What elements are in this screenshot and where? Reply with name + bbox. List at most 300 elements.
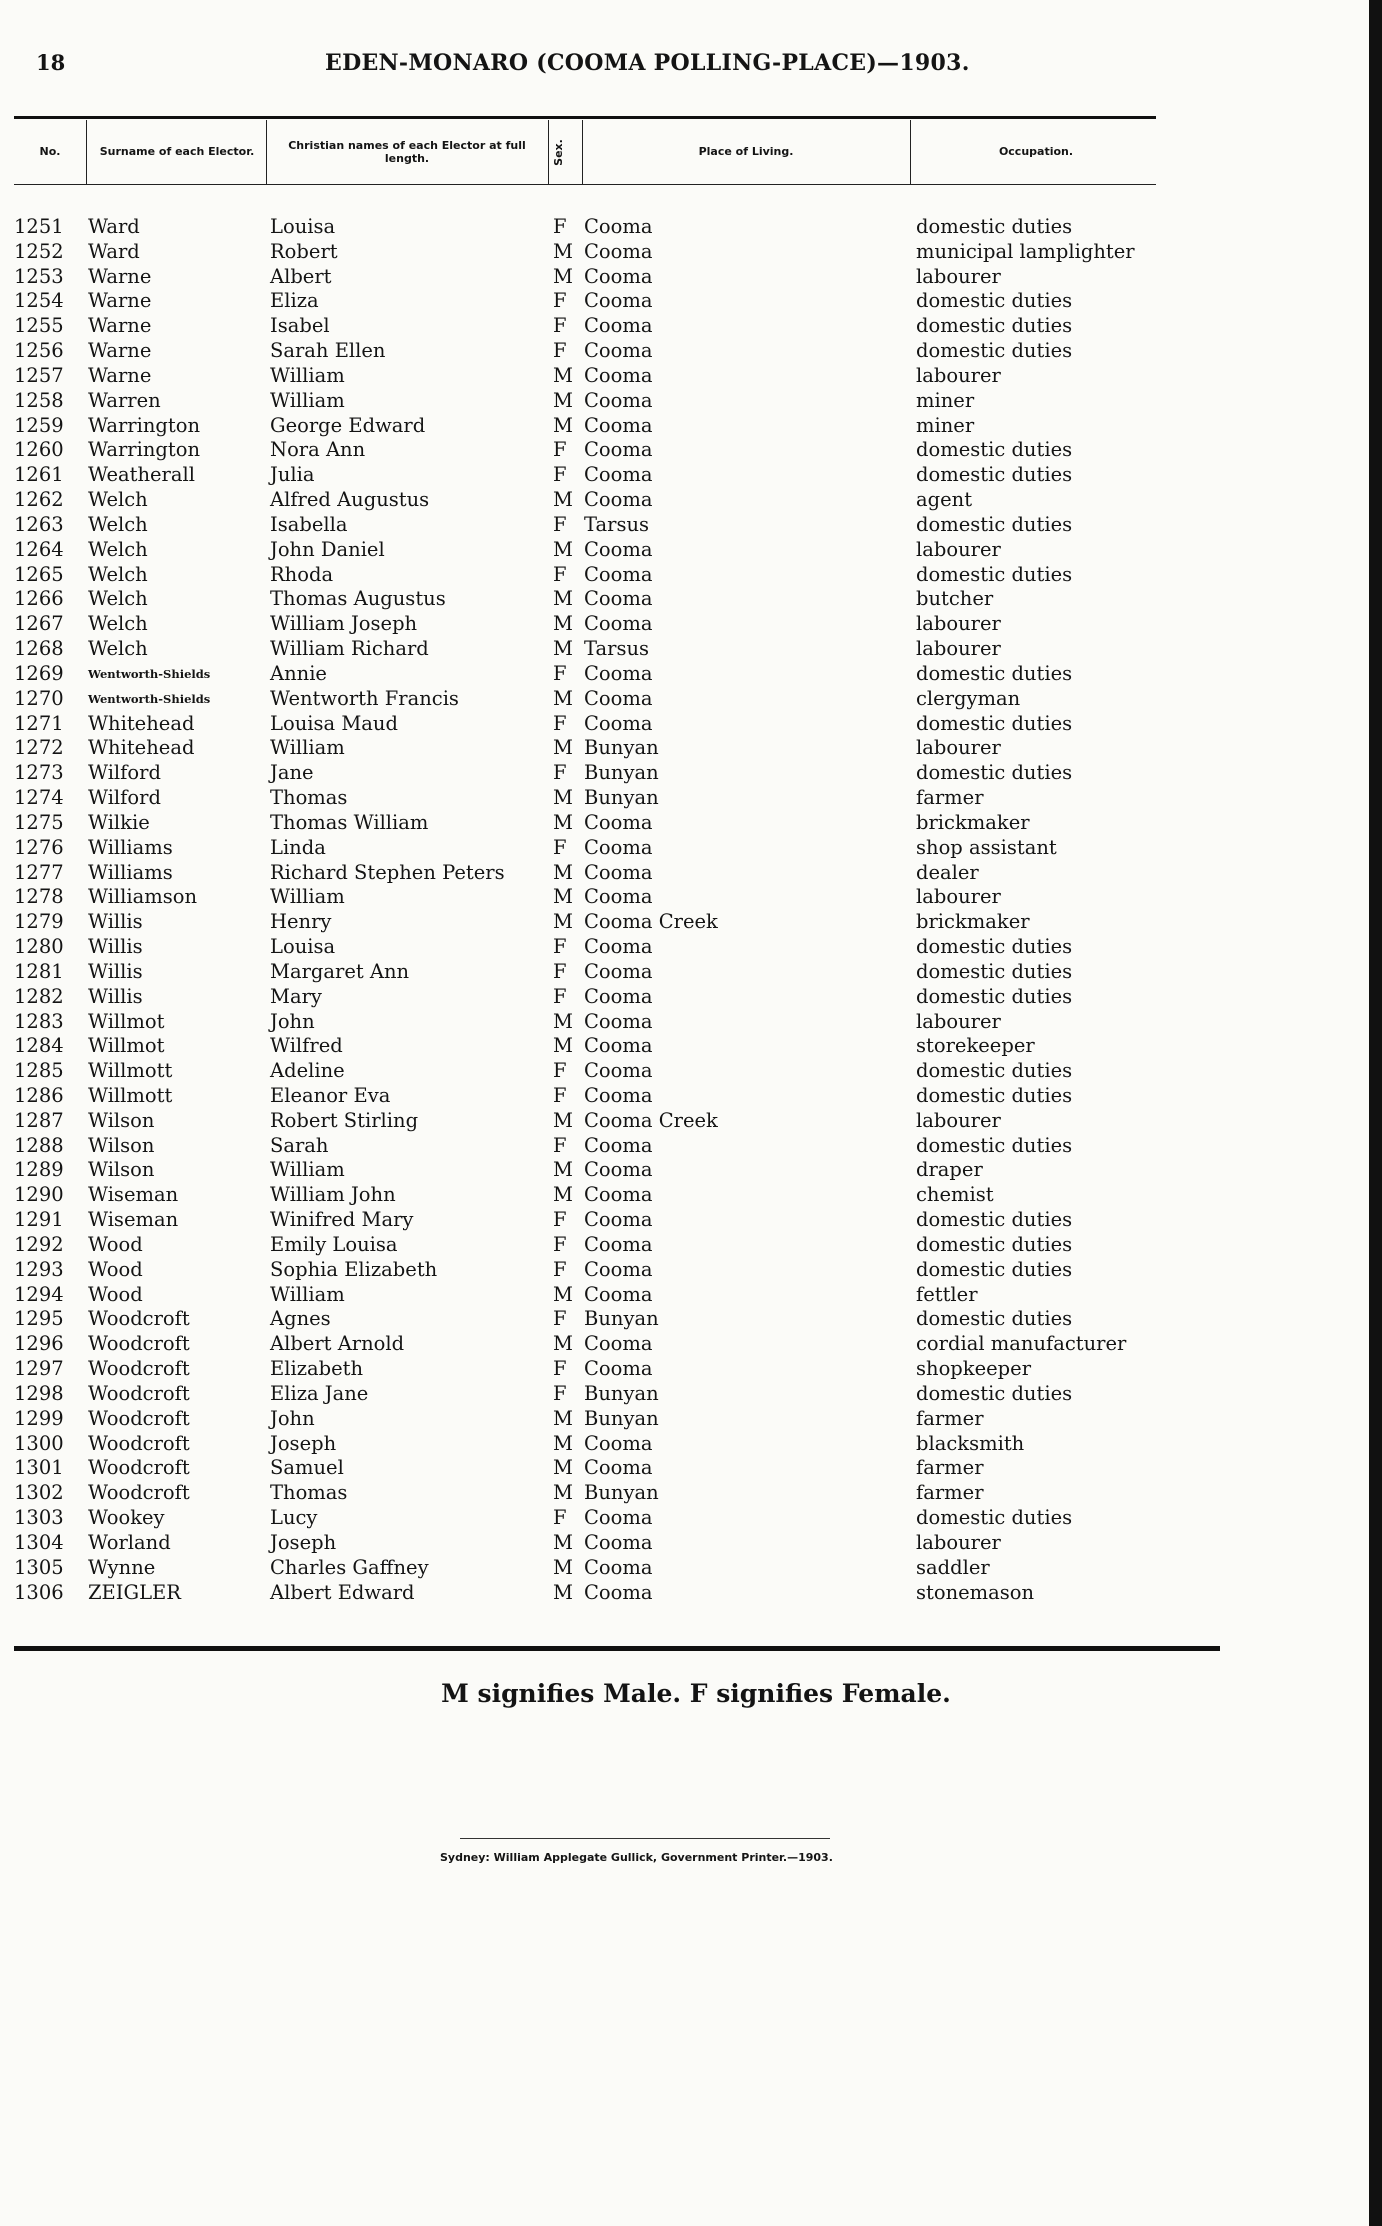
elector-place: Cooma	[584, 711, 653, 735]
table-row	[0, 786, 1382, 811]
table-row	[0, 1208, 1382, 1233]
elector-christian-names: Eliza Jane	[270, 1381, 369, 1405]
table-row	[0, 1109, 1382, 1134]
table-row	[0, 1059, 1382, 1084]
elector-place: Cooma	[584, 363, 653, 387]
elector-christian-names: Isabella	[270, 512, 348, 536]
elector-surname: Wilson	[88, 1133, 155, 1157]
elector-number: 1291	[14, 1208, 64, 1232]
elector-christian-names: William John	[270, 1183, 396, 1207]
elector-sex: F	[553, 1133, 567, 1157]
elector-place: Cooma	[584, 1208, 653, 1232]
elector-number: 1266	[14, 587, 64, 611]
elector-occupation: domestic duties	[916, 761, 1073, 785]
elector-christian-names: Louisa Maud	[270, 711, 398, 735]
elector-christian-names: Margaret Ann	[270, 959, 410, 983]
elector-surname: Willis	[88, 935, 143, 959]
elector-number: 1253	[14, 264, 64, 288]
elector-surname: Willis	[88, 984, 143, 1008]
elector-sex: M	[553, 537, 573, 561]
elector-surname: Wentworth-Shields	[88, 666, 211, 681]
elector-surname: Williams	[88, 835, 173, 859]
table-row	[0, 563, 1382, 588]
table-row	[0, 1332, 1382, 1357]
elector-occupation: farmer	[916, 1481, 984, 1505]
elector-christian-names: William	[270, 885, 345, 909]
elector-christian-names: Alfred Augustus	[270, 488, 430, 512]
table-row	[0, 1183, 1382, 1208]
elector-occupation: miner	[916, 388, 975, 412]
elector-sex: F	[553, 761, 567, 785]
elector-place: Cooma	[584, 1257, 653, 1281]
elector-sex: M	[553, 1034, 573, 1058]
elector-christian-names: Isabel	[270, 314, 330, 338]
elector-number: 1298	[14, 1381, 64, 1405]
elector-place: Cooma	[584, 1357, 653, 1381]
elector-sex: M	[553, 786, 573, 810]
elector-occupation: shop assistant	[916, 835, 1057, 859]
elector-sex: M	[553, 1431, 573, 1455]
elector-occupation: domestic duties	[916, 1257, 1073, 1281]
table-row	[0, 910, 1382, 935]
elector-place: Cooma	[584, 686, 653, 710]
elector-surname: Warne	[88, 339, 152, 363]
elector-surname: Worland	[88, 1530, 171, 1554]
page-title: EDEN-MONARO (COOMA POLLING-PLACE)—1903.	[325, 50, 970, 76]
elector-place: Cooma	[584, 1133, 653, 1157]
elector-place: Cooma	[584, 438, 653, 462]
elector-christian-names: Thomas	[270, 1481, 348, 1505]
elector-sex: F	[553, 463, 567, 487]
elector-number: 1306	[14, 1580, 64, 1604]
elector-christian-names: Louisa	[270, 215, 336, 238]
elector-surname: Willmot	[88, 1009, 165, 1033]
elector-surname: Welch	[88, 637, 148, 661]
elector-surname: Woodcroft	[88, 1307, 190, 1331]
elector-sex: M	[553, 1183, 573, 1207]
elector-place: Tarsus	[584, 637, 650, 661]
elector-occupation: farmer	[916, 786, 984, 810]
elector-surname: Whitehead	[88, 711, 195, 735]
table-row	[0, 811, 1382, 836]
elector-place: Cooma	[584, 935, 653, 959]
elector-number: 1268	[14, 637, 64, 661]
table-row	[0, 215, 1382, 240]
elector-occupation: labourer	[916, 736, 1001, 760]
elector-place: Cooma	[584, 959, 653, 983]
elector-place: Cooma	[584, 1506, 653, 1530]
elector-number: 1251	[14, 215, 64, 238]
elector-place: Cooma Creek	[584, 1108, 718, 1132]
elector-surname: Weatherall	[88, 463, 195, 487]
elector-number: 1295	[14, 1307, 64, 1331]
elector-occupation: domestic duties	[916, 1232, 1073, 1256]
elector-occupation: farmer	[916, 1406, 984, 1430]
elector-occupation: domestic duties	[916, 935, 1073, 959]
table-row	[0, 438, 1382, 463]
elector-occupation: domestic duties	[916, 289, 1073, 313]
elector-occupation: domestic duties	[916, 1208, 1073, 1232]
elector-place: Cooma	[584, 562, 653, 586]
elector-sex: M	[553, 1530, 573, 1554]
header-place: Place of Living.	[698, 145, 794, 159]
table-row	[0, 935, 1382, 960]
elector-surname: Woodcroft	[88, 1431, 190, 1455]
elector-surname: Woodcroft	[88, 1357, 190, 1381]
elector-surname: Wiseman	[88, 1183, 179, 1207]
elector-place: Cooma Creek	[584, 910, 718, 934]
elector-christian-names: Lucy	[270, 1506, 318, 1530]
table-row	[0, 463, 1382, 488]
elector-number: 1286	[14, 1083, 64, 1107]
table-row	[0, 1233, 1382, 1258]
elector-number: 1257	[14, 363, 64, 387]
elector-sex: F	[553, 562, 567, 586]
elector-number: 1304	[14, 1530, 64, 1554]
elector-occupation: domestic duties	[916, 1133, 1073, 1157]
elector-surname: Welch	[88, 488, 148, 512]
elector-place: Cooma	[584, 1431, 653, 1455]
elector-christian-names: Winifred Mary	[270, 1208, 414, 1232]
elector-place: Cooma	[584, 314, 653, 338]
elector-christian-names: William Richard	[270, 637, 429, 661]
table-row	[0, 364, 1382, 389]
elector-place: Cooma	[584, 463, 653, 487]
elector-surname: Wood	[88, 1282, 143, 1306]
elector-place: Cooma	[584, 239, 653, 263]
elector-christian-names: Emily Louisa	[270, 1232, 398, 1256]
elector-christian-names: Eleanor Eva	[270, 1083, 391, 1107]
elector-sex: M	[553, 910, 573, 934]
elector-christian-names: William	[270, 1282, 345, 1306]
elector-sex: M	[553, 363, 573, 387]
elector-surname: Willmott	[88, 1083, 173, 1107]
elector-sex: M	[553, 1481, 573, 1505]
elector-christian-names: John	[270, 1406, 315, 1430]
elector-surname: Wilson	[88, 1108, 155, 1132]
elector-occupation: domestic duties	[916, 661, 1073, 685]
elector-occupation: domestic duties	[916, 1059, 1073, 1083]
elector-surname: Warne	[88, 289, 152, 313]
elector-sex: M	[553, 1580, 573, 1604]
elector-number: 1273	[14, 761, 64, 785]
elector-surname: Wilson	[88, 1158, 155, 1182]
elector-occupation: domestic duties	[916, 512, 1073, 536]
table-row	[0, 1506, 1382, 1531]
elector-christian-names: Louisa	[270, 935, 336, 959]
table-row	[0, 488, 1382, 513]
elector-place: Cooma	[584, 1580, 653, 1604]
elector-occupation: chemist	[916, 1183, 994, 1207]
elector-occupation: labourer	[916, 363, 1001, 387]
elector-sex: F	[553, 438, 567, 462]
elector-sex: M	[553, 388, 573, 412]
elector-christian-names: Samuel	[270, 1456, 344, 1480]
elector-occupation: domestic duties	[916, 711, 1073, 735]
elector-number: 1260	[14, 438, 64, 462]
elector-place: Cooma	[584, 1332, 653, 1356]
elector-place: Cooma	[584, 537, 653, 561]
elector-number: 1254	[14, 289, 64, 313]
elector-sex: F	[553, 1506, 567, 1530]
table-row	[0, 687, 1382, 712]
elector-place: Bunyan	[584, 786, 659, 810]
header-surname: Surname of each Elector.	[99, 145, 255, 159]
elector-occupation: domestic duties	[916, 339, 1073, 363]
elector-surname: Willmott	[88, 1059, 173, 1083]
elector-christian-names: Rhoda	[270, 562, 334, 586]
elector-surname: Warne	[88, 314, 152, 338]
elector-occupation: blacksmith	[916, 1431, 1025, 1455]
header-sex	[550, 122, 566, 182]
table-row	[0, 339, 1382, 364]
elector-occupation: domestic duties	[916, 314, 1073, 338]
elector-number: 1262	[14, 488, 64, 512]
elector-occupation: labourer	[916, 1009, 1001, 1033]
elector-christian-names: Sarah Ellen	[270, 339, 386, 363]
table-row	[0, 836, 1382, 861]
elector-occupation: storekeeper	[916, 1034, 1035, 1058]
table-bottom-rule	[14, 1646, 1220, 1651]
elector-christian-names: Nora Ann	[270, 438, 366, 462]
table-row	[0, 761, 1382, 786]
elector-sex: F	[553, 1059, 567, 1083]
elector-christian-names: Thomas	[270, 786, 348, 810]
elector-number: 1265	[14, 562, 64, 586]
elector-surname: Wood	[88, 1257, 143, 1281]
elector-christian-names: Albert Edward	[270, 1580, 415, 1604]
elector-number: 1292	[14, 1232, 64, 1256]
elector-place: Cooma	[584, 264, 653, 288]
table-row	[0, 1407, 1382, 1432]
elector-occupation: domestic duties	[916, 1307, 1073, 1331]
elector-number: 1305	[14, 1555, 64, 1579]
elector-surname: Warrington	[88, 438, 201, 462]
elector-place: Cooma	[584, 587, 653, 611]
elector-christian-names: Jane	[270, 761, 314, 785]
elector-occupation: brickmaker	[916, 810, 1030, 834]
elector-surname: Welch	[88, 537, 148, 561]
elector-sex: M	[553, 1332, 573, 1356]
elector-sex: F	[553, 1083, 567, 1107]
elector-number: 1287	[14, 1108, 64, 1132]
elector-christian-names: William	[270, 363, 345, 387]
elector-place: Cooma	[584, 413, 653, 437]
elector-occupation: domestic duties	[916, 562, 1073, 586]
table-row	[0, 861, 1382, 886]
table-row	[0, 1010, 1382, 1035]
elector-sex: M	[553, 885, 573, 909]
elector-place: Bunyan	[584, 1406, 659, 1430]
elector-surname: Willis	[88, 910, 143, 934]
elector-christian-names: Henry	[270, 910, 332, 934]
elector-surname: Wilford	[88, 786, 161, 810]
header-divider	[266, 120, 267, 184]
elector-sex: M	[553, 686, 573, 710]
elector-number: 1303	[14, 1506, 64, 1530]
elector-christian-names: Wentworth Francis	[270, 686, 459, 710]
elector-christian-names: Robert	[270, 239, 338, 263]
elector-number: 1283	[14, 1009, 64, 1033]
elector-place: Cooma	[584, 661, 653, 685]
elector-sex: M	[553, 413, 573, 437]
elector-place: Bunyan	[584, 761, 659, 785]
table-row	[0, 985, 1382, 1010]
elector-christian-names: Thomas Augustus	[270, 587, 446, 611]
elector-place: Cooma	[584, 810, 653, 834]
elector-number: 1275	[14, 810, 64, 834]
elector-occupation: butcher	[916, 587, 994, 611]
elector-occupation: clergyman	[916, 686, 1021, 710]
elector-number: 1300	[14, 1431, 64, 1455]
elector-place: Cooma	[584, 215, 653, 238]
table-row	[0, 1283, 1382, 1308]
elector-number: 1284	[14, 1034, 64, 1058]
elector-surname: Whitehead	[88, 736, 195, 760]
elector-occupation: labourer	[916, 1108, 1001, 1132]
table-row	[0, 1382, 1382, 1407]
elector-number: 1264	[14, 537, 64, 561]
elector-surname: Willis	[88, 959, 143, 983]
elector-number: 1278	[14, 885, 64, 909]
elector-surname: Woodcroft	[88, 1456, 190, 1480]
elector-occupation: domestic duties	[916, 215, 1073, 238]
elector-place: Cooma	[584, 984, 653, 1008]
elector-place: Cooma	[584, 1555, 653, 1579]
elector-place: Cooma	[584, 1083, 653, 1107]
elector-sex: M	[553, 1282, 573, 1306]
elector-sex: M	[553, 1108, 573, 1132]
header-sex-label: Sex.	[551, 138, 565, 166]
elector-surname: Woodcroft	[88, 1381, 190, 1405]
elector-sex: M	[553, 637, 573, 661]
page-number: 18	[36, 50, 66, 75]
elector-number: 1272	[14, 736, 64, 760]
header-christian-names: Christian names of each Elector at full length.	[288, 138, 526, 165]
elector-number: 1289	[14, 1158, 64, 1182]
elector-christian-names: Julia	[270, 463, 315, 487]
table-row	[0, 1258, 1382, 1283]
elector-occupation: cordial manufacturer	[916, 1332, 1127, 1356]
table-row	[0, 1134, 1382, 1159]
elector-number: 1302	[14, 1481, 64, 1505]
table-row	[0, 587, 1382, 612]
elector-sex: F	[553, 984, 567, 1008]
elector-occupation: domestic duties	[916, 463, 1073, 487]
elector-sex: F	[553, 314, 567, 338]
elector-christian-names: Agnes	[270, 1307, 331, 1331]
elector-place: Cooma	[584, 1232, 653, 1256]
header-divider	[548, 120, 549, 184]
elector-sex: F	[553, 289, 567, 313]
elector-surname: Woodcroft	[88, 1481, 190, 1505]
table-row	[0, 1481, 1382, 1506]
table-row	[0, 414, 1382, 439]
elector-number: 1281	[14, 959, 64, 983]
elector-occupation: shopkeeper	[916, 1357, 1032, 1381]
elector-christian-names: Joseph	[270, 1530, 337, 1554]
elector-occupation: brickmaker	[916, 910, 1030, 934]
elector-number: 1271	[14, 711, 64, 735]
elector-number: 1297	[14, 1357, 64, 1381]
elector-number: 1259	[14, 413, 64, 437]
elector-sex: M	[553, 264, 573, 288]
elector-occupation: fettler	[916, 1282, 978, 1306]
header-bottom-rule	[14, 184, 1156, 185]
elector-number: 1299	[14, 1406, 64, 1430]
table-row	[0, 538, 1382, 563]
elector-christian-names: William	[270, 736, 345, 760]
elector-number: 1270	[14, 686, 64, 710]
elector-occupation: municipal lamplighter	[916, 239, 1135, 263]
table-row	[0, 1158, 1382, 1183]
printer-imprint: Sydney: William Applegate Gullick, Government Printer.—1903.	[440, 1851, 833, 1864]
elector-surname: Welch	[88, 587, 148, 611]
elector-christian-names: Linda	[270, 835, 326, 859]
elector-sex: F	[553, 1307, 567, 1331]
elector-christian-names: John	[270, 1009, 315, 1033]
elector-occupation: domestic duties	[916, 1506, 1073, 1530]
elector-christian-names: Sophia Elizabeth	[270, 1257, 438, 1281]
elector-christian-names: Albert Arnold	[270, 1332, 405, 1356]
elector-place: Cooma	[584, 1034, 653, 1058]
elector-surname: Wilford	[88, 761, 161, 785]
elector-place: Cooma	[584, 1282, 653, 1306]
elector-sex: F	[553, 1357, 567, 1381]
elector-occupation: labourer	[916, 1530, 1001, 1554]
table-row	[0, 1084, 1382, 1109]
elector-occupation: agent	[916, 488, 973, 512]
table-row	[0, 265, 1382, 290]
elector-sex: M	[553, 1456, 573, 1480]
elector-sex: M	[553, 612, 573, 636]
elector-place: Cooma	[584, 1183, 653, 1207]
elector-christian-names: George Edward	[270, 413, 426, 437]
elector-christian-names: William	[270, 1158, 345, 1182]
header-divider	[582, 120, 583, 184]
table-row	[0, 1556, 1382, 1581]
elector-surname: Willmot	[88, 1034, 165, 1058]
elector-number: 1290	[14, 1183, 64, 1207]
elector-number: 1267	[14, 612, 64, 636]
elector-occupation: domestic duties	[916, 1381, 1073, 1405]
table-row	[0, 1034, 1382, 1059]
table-row	[0, 1357, 1382, 1382]
elector-place: Cooma	[584, 1158, 653, 1182]
table-top-rule	[14, 116, 1156, 119]
elector-sex: M	[553, 488, 573, 512]
elector-surname: Warne	[88, 363, 152, 387]
elector-surname: Woodcroft	[88, 1332, 190, 1356]
elector-number: 1263	[14, 512, 64, 536]
elector-place: Bunyan	[584, 1381, 659, 1405]
elector-number: 1269	[14, 661, 64, 685]
elector-place: Tarsus	[584, 512, 650, 536]
elector-christian-names: Albert	[270, 264, 332, 288]
elector-number: 1256	[14, 339, 64, 363]
table-row	[0, 1432, 1382, 1457]
elector-place: Cooma	[584, 1009, 653, 1033]
elector-number: 1293	[14, 1257, 64, 1281]
elector-place: Bunyan	[584, 736, 659, 760]
elector-surname: Woodcroft	[88, 1406, 190, 1430]
elector-sex: M	[553, 1406, 573, 1430]
elector-sex: F	[553, 339, 567, 363]
elector-occupation: domestic duties	[916, 1083, 1073, 1107]
elector-place: Cooma	[584, 488, 653, 512]
elector-occupation: miner	[916, 413, 975, 437]
table-row	[0, 1581, 1382, 1606]
